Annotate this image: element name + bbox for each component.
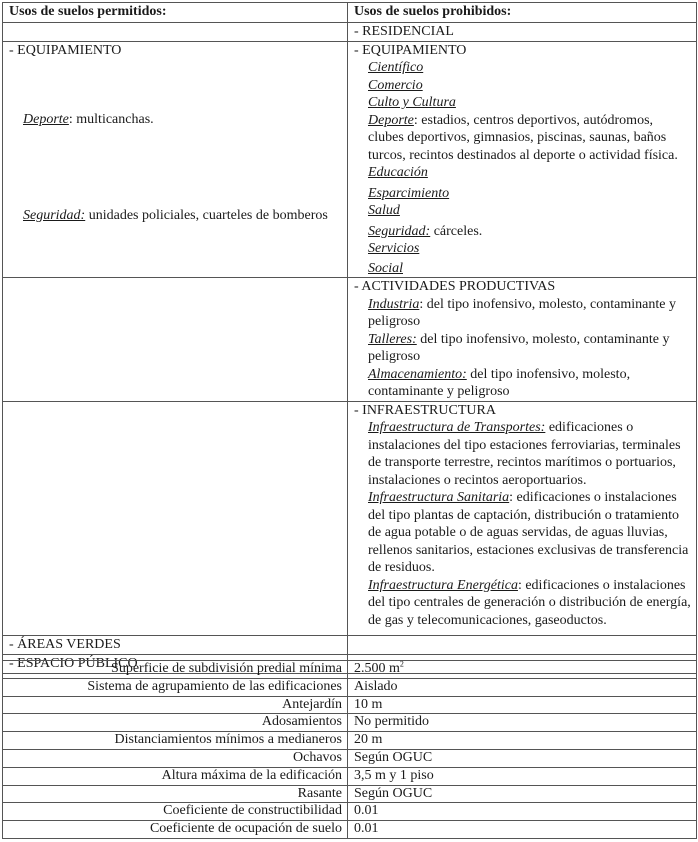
infra-title: - INFRAESTRUCTURA [354,402,496,418]
superscript: 2 [399,659,404,669]
energ-text: : edificaciones o instalaciones del tipo centrales de generación o distribución de energía, de gas y telecomunicaciones, gaseoductos. [368,577,691,628]
empty-cell [348,635,697,654]
almacenamiento [354,366,692,401]
condition-label: Coeficiente de ocupación de suelo [3,821,348,839]
sanit-label: Infraestructura Sanitaria [368,490,510,505]
infra-energetica [354,577,692,630]
transp-label: Infraestructura de Transportes: [368,420,546,435]
row-areas-verdes [3,635,697,654]
infra-cell [348,401,697,635]
condition-value-text: Según OGUC [354,785,433,801]
deporte-text: : multicanchas. [68,112,154,127]
building-conditions-table [2,660,697,839]
transp-text: edificaciones o instalaciones del tipo estaciones ferroviarias, terminales de transporte terrestre, recintos marítimos o portuarios, instalaciones o recintos aeroportuarios. [368,420,681,488]
condition-label: Antejardín [3,696,348,714]
condition-label: Adosamientos [3,714,348,732]
culto-cultura: Culto y Cultura [368,95,456,110]
row-equipamiento [3,41,697,278]
row-infraestructura [3,401,697,635]
deporte-text: : estadios, centros deportivos, autódromos, clubes deportivos, gimnasios, piscinas, saunas, baños turcos, recintos destinados al deporte o actividad física. [368,112,678,163]
condition-row [3,714,697,732]
condition-row [3,785,697,803]
talleres-text: del tipo inofensivo, molesto, contaminante y peligroso [368,331,670,364]
land-use-table [2,2,697,674]
condition-label: Superficie de subdivisión predial mínima [3,661,348,679]
condition-value-text: No permitido [354,714,430,730]
seguridad-permitted [9,207,343,225]
condition-value [348,749,697,767]
infra-transportes [354,419,692,489]
seguridad-label: Seguridad: [23,207,86,223]
deporte-prohibited [354,112,692,165]
condition-row [3,696,697,714]
condition-label: Coeficiente de constructibilidad [3,803,348,821]
empty-cell [3,23,348,42]
educacion: Educación [368,165,428,180]
industria [354,296,692,331]
seguridad-prohibited [354,223,692,241]
condition-label: Rasante [3,785,348,803]
equip-prohibited-cell [348,41,697,278]
condition-value-text: 10 m [354,696,383,712]
salud: Salud [368,203,400,218]
condition-value-text: 20 m [354,732,383,748]
condition-label: Altura máxima de la edificación [3,767,348,785]
infra-sanitaria [354,489,692,577]
talleres-label: Talleres: [368,331,417,347]
condition-value [348,803,697,821]
deporte-label: Deporte [368,112,414,128]
condition-row [3,749,697,767]
header-prohibited: Usos de suelos prohibidos: [348,3,697,23]
condition-value-text: Aislado [354,678,398,694]
industria-text: : del tipo inofensivo, molesto, contaminante y peligroso [368,296,676,329]
actividades-title: - ACTIVIDADES PRODUCTIVAS [354,279,556,294]
almacen-text: del tipo inofensivo, molesto, contaminante y peligroso [368,366,631,399]
sanit-text: : edificaciones o instalaciones del tipo plantas de captación, distribución o tratamiento de agua potable o de aguas servidas, de aguas lluvias, rellenos sanitarios, estaciones exclusivas de transferencia de residuos. [368,490,689,575]
energ-label: Infraestructura Energética [368,577,518,593]
condition-value [348,714,697,732]
deporte-permitted [9,111,343,129]
row-residencial [3,23,697,42]
condition-row [3,803,697,821]
condition-label: Ochavos [3,749,348,767]
equip-right-title: - EQUIPAMIENTO [354,42,467,58]
cientifico: Científico [368,60,424,75]
deporte-label: Deporte [23,112,69,127]
condition-value [348,821,697,839]
condition-value-text: 2.500 m [354,661,400,676]
condition-row [3,767,697,785]
condition-row [3,821,697,839]
seguridad-label: Seguridad: [368,223,431,239]
industria-label: Industria [368,296,420,312]
empty-cell [3,278,348,402]
condition-value [348,678,697,696]
condition-row [3,732,697,750]
almacen-label: Almacenamiento: [368,366,467,382]
seguridad-text: unidades policiales, cuarteles de bomberos [85,207,328,223]
seguridad-text: cárceles. [430,223,483,239]
condition-row [3,661,697,679]
espacio-publico-cell: - ESPACIO PÚBLICO [3,654,348,673]
comercio: Comercio [368,77,423,93]
header-permitted: Usos de suelos permitidos: [3,3,348,23]
equip-permitted-cell [3,41,348,278]
empty-cell [3,401,348,635]
condition-value-text: Según OGUC [354,749,433,765]
residencial-cell: - RESIDENCIAL [348,23,697,42]
condition-value-text: 3,5 m y 1 piso [354,767,434,783]
condition-value [348,732,697,750]
condition-value [348,696,697,714]
areas-verdes-cell: - ÁREAS VERDES [3,635,348,654]
actividades-cell [348,278,697,402]
servicios: Servicios [368,241,420,256]
condition-value-text: 0.01 [354,803,379,819]
talleres [354,331,692,366]
equip-left-title: - EQUIPAMIENTO [9,42,122,58]
condition-label: Sistema de agrupamiento de las edificaciones [3,678,348,696]
condition-value [348,767,697,785]
esparcimiento: Esparcimiento [368,185,450,201]
condition-value-text: 0.01 [354,821,379,837]
condition-label: Distanciamientos mínimos a medianeros [3,732,348,750]
condition-row [3,678,697,696]
row-actividades [3,278,697,402]
condition-value [348,785,697,803]
social: Social [368,260,403,276]
condition-value [348,661,697,679]
header-row [3,3,697,23]
